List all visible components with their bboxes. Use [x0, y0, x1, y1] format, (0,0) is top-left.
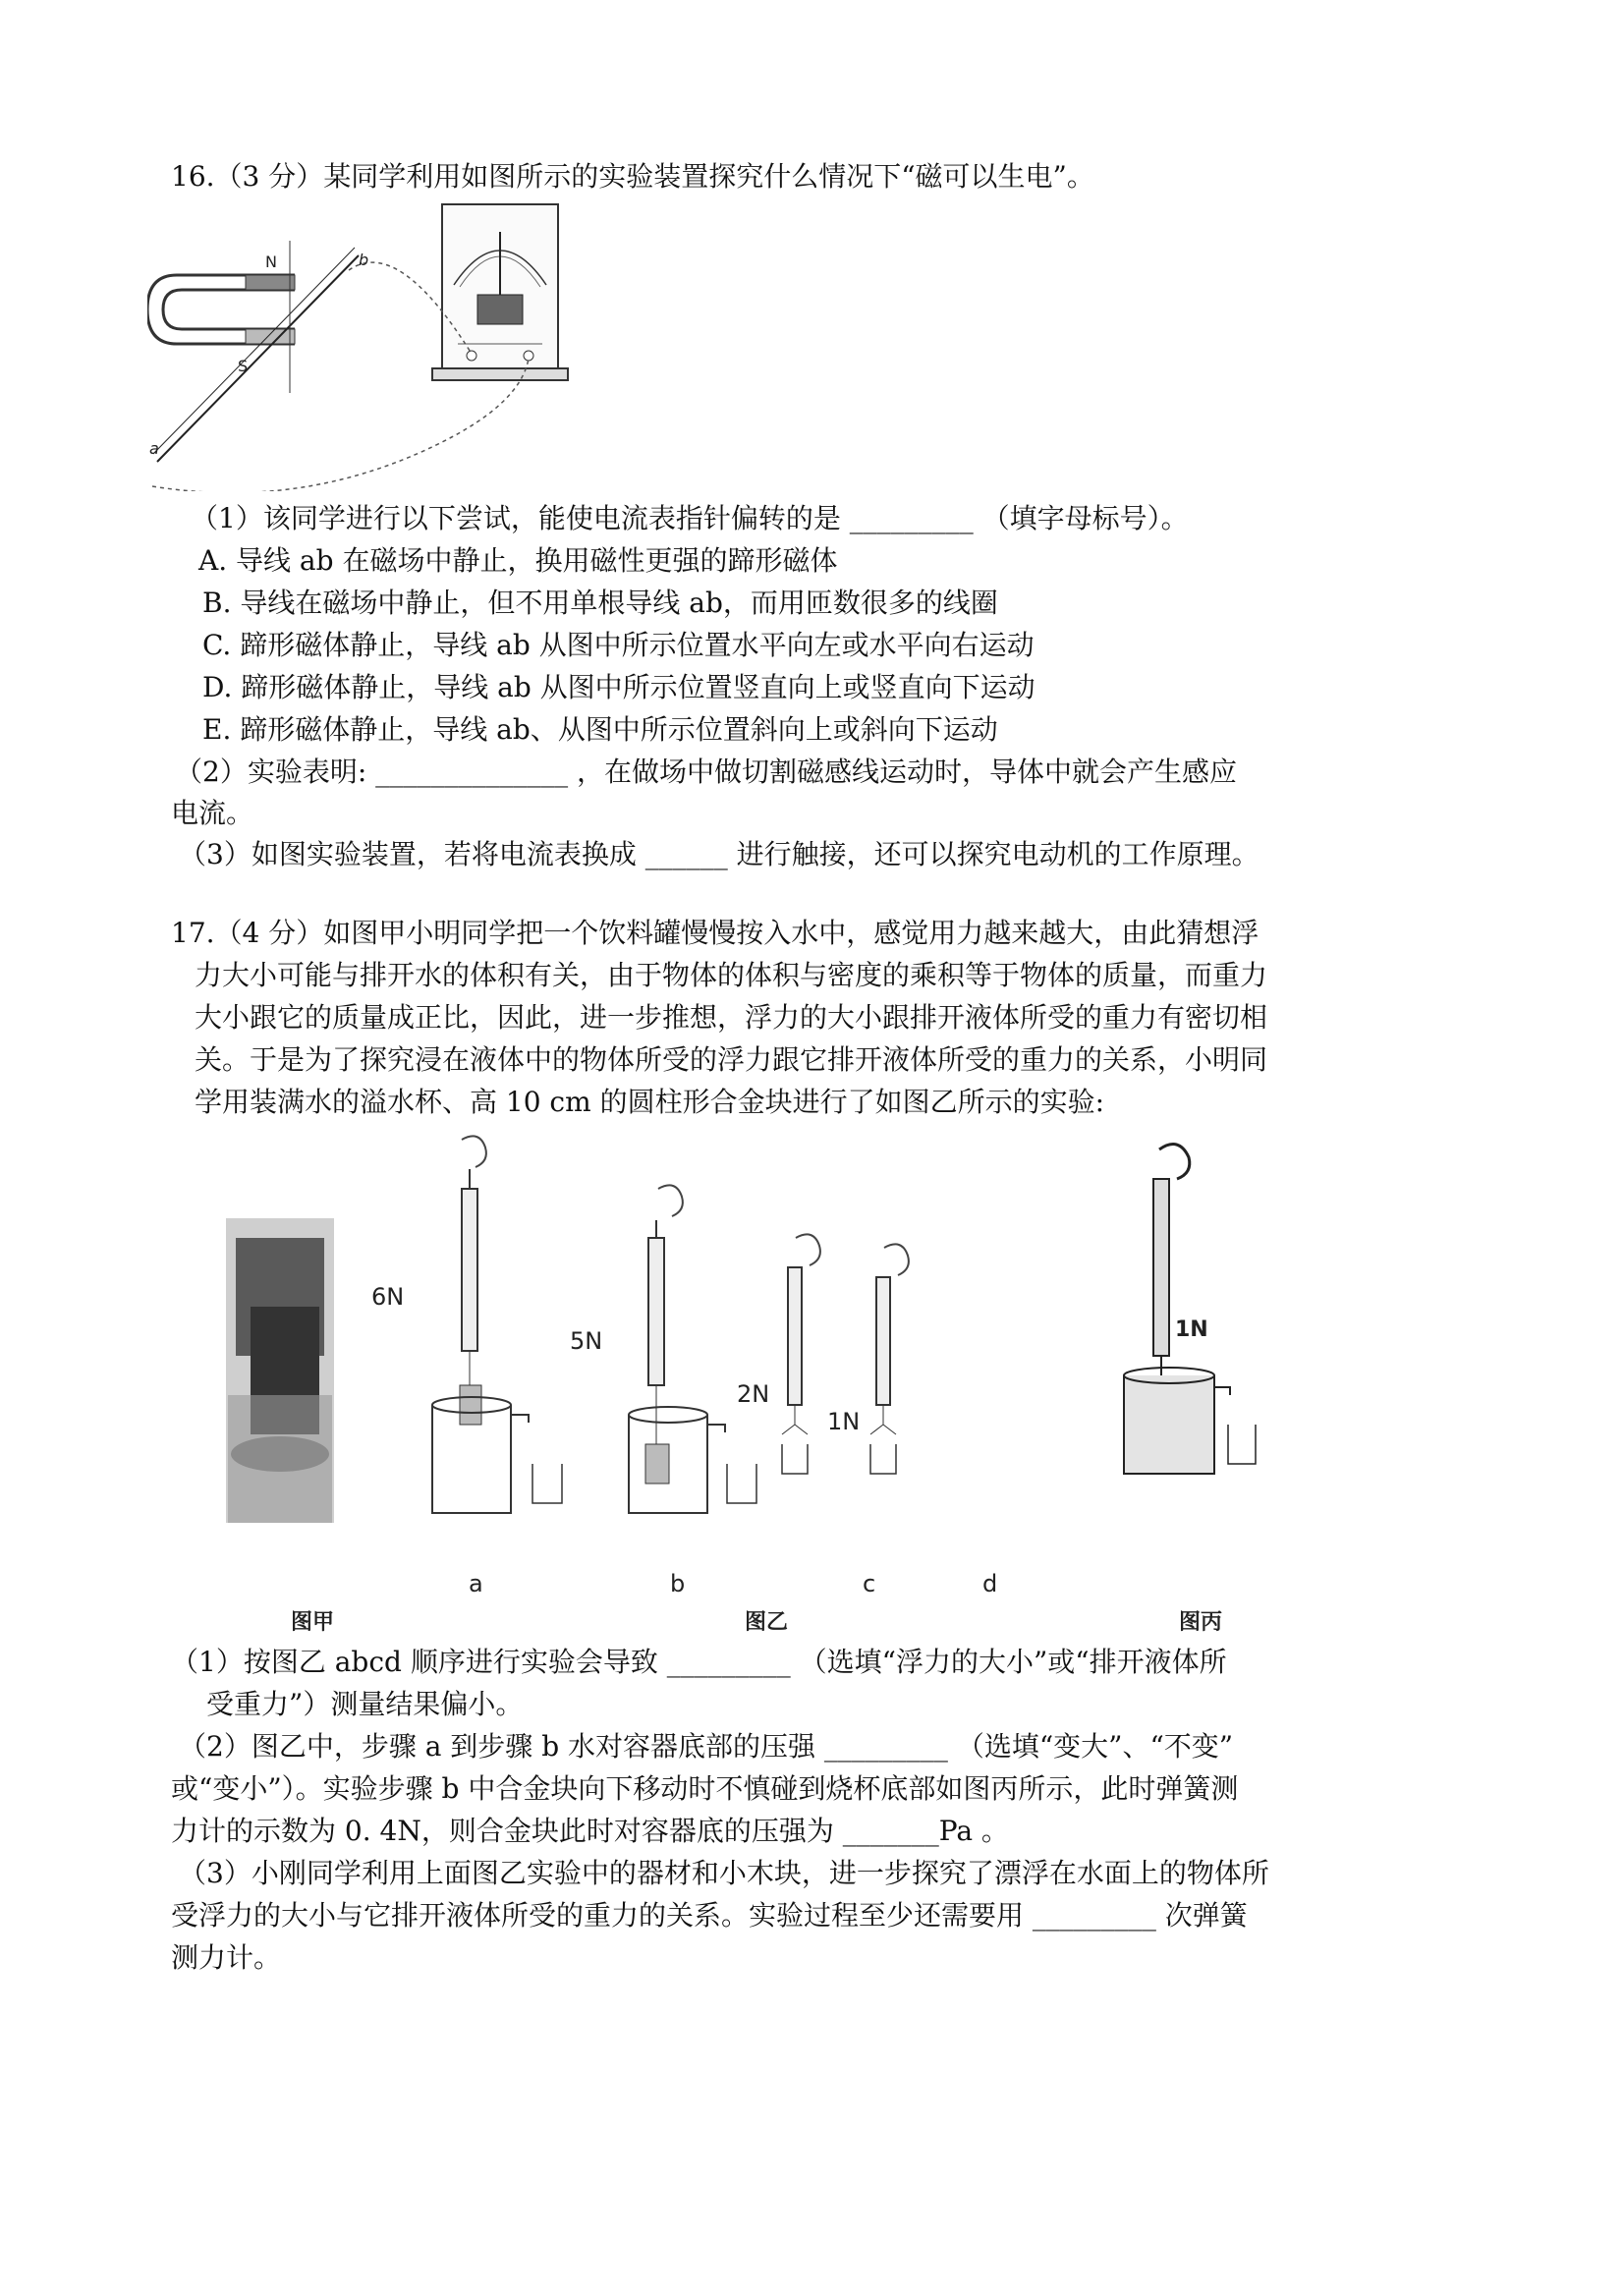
magnet-s-label: S: [238, 357, 249, 375]
q16-part1: （1）该同学进行以下尝试，能使电流表指针偏转的是 _________ （填字母标号）。: [191, 502, 1189, 534]
q17-part2-line1: （2）图乙中，步骤 a 到步骤 b 水对容器底部的压强 _________ （选填“变大”、“不变”: [179, 1730, 1234, 1763]
horseshoe-magnet-icon: [147, 275, 295, 344]
q17-part3-line1: （3）小刚同学利用上面图乙实验中的器材和小木块，进一步探究了漂浮在水面上的物体所: [179, 1857, 1269, 1889]
step-label-c: c: [863, 1570, 876, 1597]
caption-yi: 图乙: [745, 1610, 789, 1635]
magnet-n-label: N: [265, 252, 277, 271]
force-label-bing: 1N: [1175, 1317, 1208, 1342]
q17-line1: 17.（4 分）如图甲小明同学把一个饮料罐慢慢按入水中，感觉用力越来越大，由此猜想浮: [171, 917, 1259, 949]
step-label-d: d: [982, 1570, 998, 1597]
q17-line3: 大小跟它的质量成正比，因此，进一步推想，浮力的大小跟排开液体所受的重力有密切相: [195, 1001, 1268, 1034]
step-label-a: a: [469, 1570, 483, 1597]
step-d-apparatus: [870, 1244, 909, 1474]
force-label-d: 1N: [827, 1408, 861, 1435]
q17-part2-line3: 力计的示数为 0. 4N，则合金块此时对容器底的压强为 _______Pa 。: [171, 1815, 1009, 1847]
wire-a-label: a: [149, 439, 159, 458]
force-label-a: 6N: [371, 1283, 405, 1311]
caption-bing: 图丙: [1179, 1610, 1223, 1635]
q17-part3-line3: 测力计。: [171, 1941, 282, 1974]
step-label-b: b: [670, 1570, 686, 1597]
q16-part2-line1: （2）实验表明: ______________ ，在做场中做切割磁感线运动时，导体中就会产生感应: [175, 756, 1238, 788]
force-label-c: 2N: [737, 1380, 770, 1408]
q16-option-c: C. 蹄形磁体静止，导线 ab 从图中所示位置水平向左或水平向右运动: [202, 629, 1035, 661]
q16-option-d: D. 蹄形磁体静止，导线 ab 从图中所示位置竖直向上或竖直向下运动: [202, 671, 1035, 703]
q17-part1-line1: （1）按图乙 abcd 顺序进行实验会导致 _________ （选填“浮力的大小”或“排开液体所: [171, 1646, 1227, 1678]
step-a-apparatus: [432, 1136, 562, 1513]
q16-part3: （3）如图实验装置，若将电流表换成 ______ 进行触接，还可以探究电动机的工作原理。: [179, 838, 1259, 870]
wire-b-label: b: [359, 251, 369, 269]
step-c-apparatus: [782, 1234, 820, 1474]
q17-part3-line2: 受浮力的大小与它排开液体所受的重力的关系。实验过程至少还需要用 _________ 次弹簧: [171, 1899, 1248, 1932]
q16-figure: [147, 196, 580, 491]
q16-option-e: E. 蹄形磁体静止，导线 ab、从图中所示位置斜向上或斜向下运动: [202, 713, 998, 746]
figure-bing-apparatus: [1124, 1145, 1256, 1474]
q16-part2-line2: 电流。: [171, 797, 254, 829]
force-label-b: 5N: [570, 1327, 603, 1355]
q17-line4: 关。于是为了探究浸在液体中的物体所受的浮力跟它排开液体所受的重力的关系，小明同: [195, 1043, 1268, 1076]
q16-title: 16.（3 分）某同学利用如图所示的实验装置探究什么情况下“磁可以生电”。: [171, 160, 1094, 193]
figure-jia-photo: [226, 1218, 334, 1523]
q17-figure: [196, 1130, 1474, 1641]
q17-line5: 学用装满水的溢水杯、高 10 cm 的圆柱形合金块进行了如图乙所示的实验:: [195, 1086, 1104, 1118]
q17-part1-line2: 受重力”）测量结果偏小。: [206, 1688, 524, 1720]
q16-option-a: A. 导线 ab 在磁场中静止，换用磁性更强的蹄形磁体: [198, 544, 838, 577]
galvanometer-icon: [432, 204, 568, 380]
step-b-apparatus: [629, 1185, 756, 1513]
q17-line2: 力大小可能与排开水的体积有关，由于物体的体积与密度的乘积等于物体的质量，而重力: [195, 959, 1268, 991]
q17-part2-line2: 或“变小”）。实验步骤 b 中合金块向下移动时不慎碰到烧杯底部如图丙所示，此时弹簧测: [171, 1772, 1239, 1805]
caption-jia: 图甲: [291, 1610, 335, 1635]
q16-option-b: B. 导线在磁场中静止，但不用单根导线 ab，而用匝数很多的线圈: [202, 587, 998, 619]
